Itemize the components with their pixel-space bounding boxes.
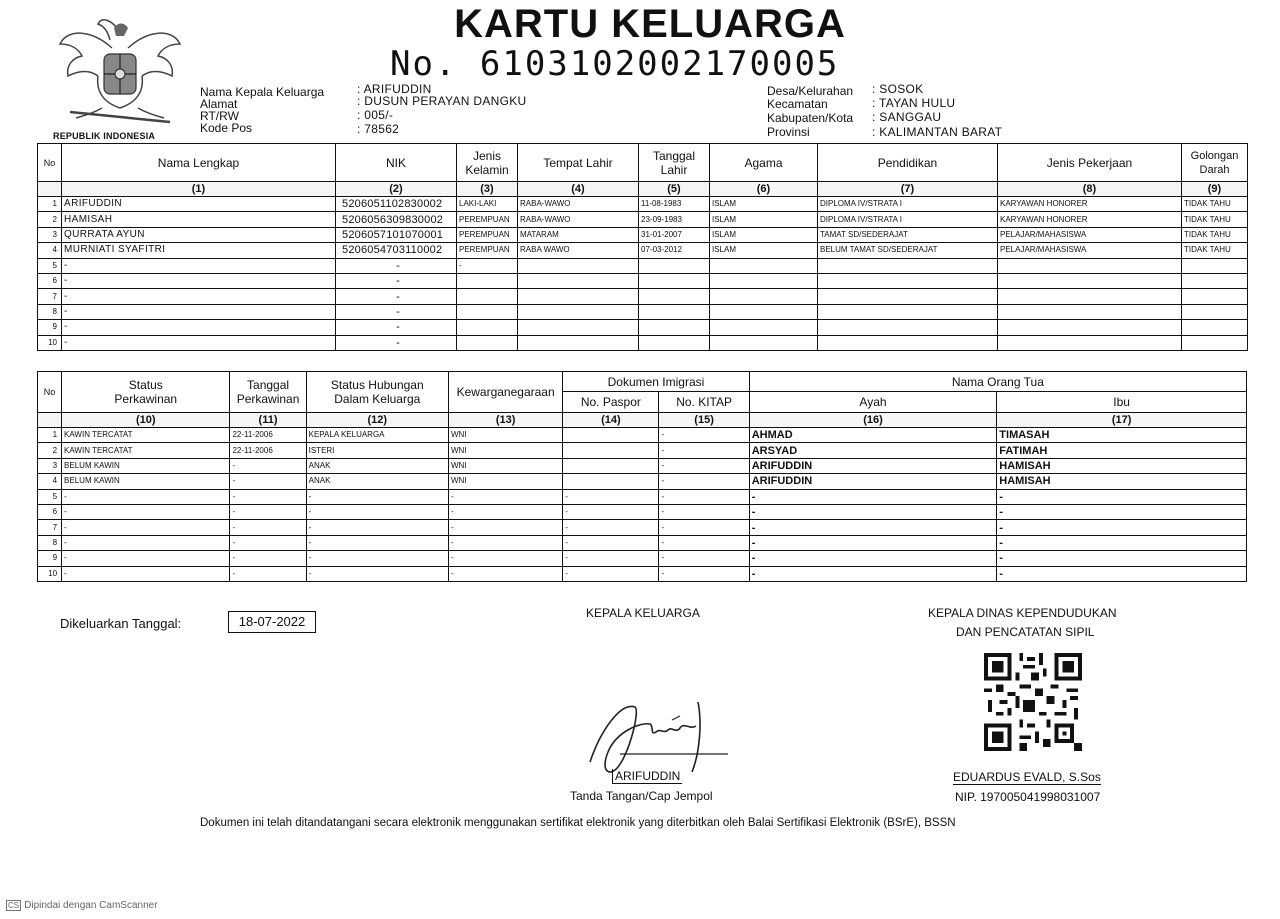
cell-no: 9 xyxy=(38,320,62,335)
cell-status-perkawinan: - xyxy=(62,535,230,550)
header-ayah: Ayah xyxy=(749,392,997,413)
cell-status-perkawinan: - xyxy=(62,566,230,581)
cell-pendidikan xyxy=(818,304,998,319)
cell-agama: ISLAM xyxy=(710,243,818,258)
cell-no-paspor: - xyxy=(563,566,659,581)
cell-no-kitap: - xyxy=(659,428,749,443)
cell-nama: - xyxy=(62,273,336,288)
cell-golongan-darah xyxy=(1182,304,1248,319)
cell-jenis-kelamin: PEREMPUAN xyxy=(457,212,518,227)
cell-pekerjaan: PELAJAR/MAHASISWA xyxy=(998,243,1182,258)
cell-tempat-lahir: RABA-WAWO xyxy=(518,212,639,227)
cell-status-hubungan: - xyxy=(306,551,448,566)
cell-tanggal-perkawinan: 22-11-2006 xyxy=(230,428,306,443)
cell-ayah: ARIFUDDIN xyxy=(749,474,997,489)
cell-status-hubungan: KEPALA KELUARGA xyxy=(306,428,448,443)
cell-ibu: HAMISAH xyxy=(997,458,1247,473)
cell-nik: 5206051102830002 xyxy=(336,197,457,212)
header-nama-lengkap: Nama Lengkap xyxy=(62,144,336,182)
colnum-2: (2) xyxy=(336,182,457,197)
table-row xyxy=(38,428,1247,443)
cell-no-kitap: - xyxy=(659,489,749,504)
cell-no: 10 xyxy=(38,566,62,581)
cell-no-paspor xyxy=(563,443,659,458)
cell-pekerjaan xyxy=(998,335,1182,350)
cell-nik: 5206054703110002 xyxy=(336,243,457,258)
cell-ibu: - xyxy=(997,489,1247,504)
kepala-keluarga-label: KEPALA KELUARGA xyxy=(586,606,700,620)
cell-no: 2 xyxy=(38,212,62,227)
cell-tanggal-lahir xyxy=(639,304,710,319)
colnum2-0 xyxy=(38,413,62,428)
label-kabupaten-kota: Kabupaten/Kota xyxy=(767,111,854,125)
official-title-line2: DAN PENCATATAN SIPIL xyxy=(956,625,1095,639)
cell-ayah: - xyxy=(749,535,997,550)
cell-no: 8 xyxy=(38,304,62,319)
cell-tempat-lahir xyxy=(518,258,639,273)
cell-agama xyxy=(710,289,818,304)
table-row xyxy=(38,197,1248,212)
cell-ayah: ARIFUDDIN xyxy=(749,458,997,473)
header-jenis-kelamin: Jenis Kelamin xyxy=(457,144,518,182)
cell-tanggal-lahir xyxy=(639,273,710,288)
cell-tempat-lahir: RABA WAWO xyxy=(518,243,639,258)
document-title: KARTU KELUARGA xyxy=(454,2,846,46)
cell-no: 7 xyxy=(38,289,62,304)
cell-tempat-lahir: MATARAM xyxy=(518,227,639,242)
cell-tanggal-perkawinan: - xyxy=(230,489,306,504)
cell-ibu: - xyxy=(997,504,1247,519)
label-provinsi: Provinsi xyxy=(767,125,810,139)
colnum2-5: (14) xyxy=(563,413,659,428)
cell-no-kitap: - xyxy=(659,443,749,458)
cell-jenis-kelamin xyxy=(457,335,518,350)
cell-tempat-lahir xyxy=(518,304,639,319)
cell-tanggal-perkawinan: - xyxy=(230,474,306,489)
cell-agama: ISLAM xyxy=(710,197,818,212)
cell-kewarganegaraan: - xyxy=(448,504,562,519)
cell-no-paspor xyxy=(563,458,659,473)
label-alamat: Alamat xyxy=(200,97,238,111)
cell-status-perkawinan: KAWIN TERCATAT xyxy=(62,443,230,458)
cell-no: 4 xyxy=(38,243,62,258)
cell-ibu: HAMISAH xyxy=(997,474,1247,489)
cell-no-kitap: - xyxy=(659,474,749,489)
cell-no: 3 xyxy=(38,227,62,242)
header-no: No xyxy=(38,144,62,182)
header-agama: Agama xyxy=(710,144,818,182)
cell-no: 4 xyxy=(38,474,62,489)
value-alamat: : DUSUN PERAYAN DANGKU xyxy=(357,94,527,108)
cell-ibu: - xyxy=(997,551,1247,566)
cell-status-hubungan: - xyxy=(306,489,448,504)
label-nama-kepala-keluarga: Nama Kepala Keluarga xyxy=(200,85,325,99)
cell-no-kitap: - xyxy=(659,535,749,550)
cell-no-paspor: - xyxy=(563,520,659,535)
colnum2-6: (15) xyxy=(659,413,749,428)
cell-pendidikan xyxy=(818,320,998,335)
signature-caption: Tanda Tangan/Cap Jempol xyxy=(570,789,713,803)
header-pendidikan: Pendidikan xyxy=(818,144,998,182)
cell-tempat-lahir: RABA-WAWO xyxy=(518,197,639,212)
cell-jenis-kelamin: PEREMPUAN xyxy=(457,243,518,258)
cell-tanggal-perkawinan: - xyxy=(230,535,306,550)
cell-status-perkawinan: - xyxy=(62,504,230,519)
cell-agama xyxy=(710,335,818,350)
cell-nik: - xyxy=(336,273,457,288)
cell-agama xyxy=(710,304,818,319)
table-row xyxy=(38,243,1248,258)
cell-nama: QURRATA AYUN xyxy=(62,227,336,242)
cell-status-perkawinan: KAWIN TERCATAT xyxy=(62,428,230,443)
cell-status-perkawinan: - xyxy=(62,489,230,504)
value-kode-pos: : 78562 xyxy=(357,122,400,136)
cell-golongan-darah xyxy=(1182,335,1248,350)
cell-kewarganegaraan: - xyxy=(448,551,562,566)
cell-golongan-darah: TIDAK TAHU xyxy=(1182,243,1248,258)
cell-no: 7 xyxy=(38,520,62,535)
cell-tanggal-lahir xyxy=(639,320,710,335)
cell-no: 3 xyxy=(38,458,62,473)
cell-tanggal-lahir: 07-03-2012 xyxy=(639,243,710,258)
header-status-hubungan: Status Hubungan Dalam Keluarga xyxy=(306,372,448,413)
colnum-1: (1) xyxy=(62,182,336,197)
value-nama-kepala-keluarga: : ARIFUDDIN xyxy=(357,82,432,96)
table-row xyxy=(38,551,1247,566)
cell-tanggal-perkawinan: - xyxy=(230,566,306,581)
header-tempat-lahir: Tempat Lahir xyxy=(518,144,639,182)
table-row xyxy=(38,504,1247,519)
cell-no-kitap: - xyxy=(659,458,749,473)
cell-jenis-kelamin: PEREMPUAN xyxy=(457,227,518,242)
cell-nama: - xyxy=(62,335,336,350)
cell-nama: - xyxy=(62,304,336,319)
family-members-table xyxy=(37,143,1248,351)
cell-pendidikan: DIPLOMA IV/STRATA I xyxy=(818,212,998,227)
cell-jenis-kelamin: - xyxy=(457,258,518,273)
cell-ibu: FATIMAH xyxy=(997,443,1247,458)
header-kewarganegaraan: Kewarganegaraan xyxy=(448,372,562,413)
cell-nik: 5206056309830002 xyxy=(336,212,457,227)
cell-nama: ARIFUDDIN xyxy=(62,197,336,212)
cell-ayah: - xyxy=(749,566,997,581)
cell-kewarganegaraan: WNI xyxy=(448,428,562,443)
cell-ayah: - xyxy=(749,489,997,504)
cell-kewarganegaraan: - xyxy=(448,566,562,581)
cell-kewarganegaraan: - xyxy=(448,520,562,535)
cell-status-perkawinan: - xyxy=(62,551,230,566)
cell-ibu: TIMASAH xyxy=(997,428,1247,443)
cell-no: 9 xyxy=(38,551,62,566)
cell-no-paspor: - xyxy=(563,504,659,519)
table-row xyxy=(38,320,1248,335)
table-row xyxy=(38,304,1248,319)
cell-kewarganegaraan: - xyxy=(448,535,562,550)
cell-jenis-kelamin xyxy=(457,320,518,335)
cell-no: 1 xyxy=(38,197,62,212)
colnum-8: (8) xyxy=(998,182,1182,197)
colnum-4: (4) xyxy=(518,182,639,197)
cell-pendidikan xyxy=(818,289,998,304)
cell-agama xyxy=(710,258,818,273)
label-rt-rw: RT/RW xyxy=(200,109,239,123)
cell-pekerjaan: KARYAWAN HONORER xyxy=(998,197,1182,212)
header-no-paspor: No. Paspor xyxy=(563,392,659,413)
colnum2-2: (11) xyxy=(230,413,306,428)
cell-pekerjaan xyxy=(998,320,1182,335)
cell-status-hubungan: - xyxy=(306,520,448,535)
colnum2-4: (13) xyxy=(448,413,562,428)
cell-no-paspor xyxy=(563,428,659,443)
cell-pekerjaan: PELAJAR/MAHASISWA xyxy=(998,227,1182,242)
cell-agama: ISLAM xyxy=(710,227,818,242)
cell-tanggal-perkawinan: - xyxy=(230,551,306,566)
cell-golongan-darah xyxy=(1182,273,1248,288)
value-kabupaten-kota: : SANGGAU xyxy=(872,110,942,124)
cell-tanggal-perkawinan: - xyxy=(230,520,306,535)
issued-date: 18-07-2022 xyxy=(228,611,316,633)
header-jenis-pekerjaan: Jenis Pekerjaan xyxy=(998,144,1182,182)
scanner-watermark xyxy=(6,900,158,911)
cell-kewarganegaraan: - xyxy=(448,489,562,504)
value-rt-rw: : 005/- xyxy=(357,108,394,122)
cell-tempat-lahir xyxy=(518,289,639,304)
cell-nik: - xyxy=(336,304,457,319)
cell-jenis-kelamin xyxy=(457,289,518,304)
table-row xyxy=(38,443,1247,458)
cell-nik: 5206057101070001 xyxy=(336,227,457,242)
cell-pekerjaan: KARYAWAN HONORER xyxy=(998,212,1182,227)
cell-ayah: - xyxy=(749,504,997,519)
colnum2-7: (16) xyxy=(749,413,997,428)
header-nik: NIK xyxy=(336,144,457,182)
cell-ayah: - xyxy=(749,520,997,535)
cell-status-perkawinan: - xyxy=(62,520,230,535)
cell-pendidikan: TAMAT SD/SEDERAJAT xyxy=(818,227,998,242)
cell-golongan-darah xyxy=(1182,320,1248,335)
cell-kewarganegaraan: WNI xyxy=(448,458,562,473)
cell-status-hubungan: - xyxy=(306,535,448,550)
cell-pekerjaan xyxy=(998,273,1182,288)
official-title-line1: KEPALA DINAS KEPENDUDUKAN xyxy=(928,606,1117,620)
cell-pekerjaan xyxy=(998,289,1182,304)
cell-pendidikan xyxy=(818,273,998,288)
table-row xyxy=(38,489,1247,504)
cell-no-paspor: - xyxy=(563,535,659,550)
cell-kewarganegaraan: WNI xyxy=(448,443,562,458)
colnum2-3: (12) xyxy=(306,413,448,428)
colnum2-8: (17) xyxy=(997,413,1247,428)
issued-label: Dikeluarkan Tanggal: xyxy=(60,616,182,631)
table-row xyxy=(38,227,1248,242)
cell-no-kitap: - xyxy=(659,504,749,519)
cell-nama: MURNIATI SYAFITRI xyxy=(62,243,336,258)
cell-pendidikan: DIPLOMA IV/STRATA I xyxy=(818,197,998,212)
table-row xyxy=(38,535,1247,550)
cell-nama: - xyxy=(62,258,336,273)
cell-agama xyxy=(710,320,818,335)
cell-no-kitap: - xyxy=(659,551,749,566)
cell-status-hubungan: ANAK xyxy=(306,458,448,473)
colnum-9: (9) xyxy=(1182,182,1248,197)
cell-tanggal-lahir: 11-08-1983 xyxy=(639,197,710,212)
cell-no-kitap: - xyxy=(659,566,749,581)
cell-agama xyxy=(710,273,818,288)
cell-golongan-darah xyxy=(1182,258,1248,273)
cell-ayah: ARSYAD xyxy=(749,443,997,458)
header-tanggal-lahir: Tanggal Lahir xyxy=(639,144,710,182)
cell-nama: - xyxy=(62,320,336,335)
table-row xyxy=(38,566,1247,581)
table-row xyxy=(38,458,1247,473)
header-dokumen-imigrasi: Dokumen Imigrasi xyxy=(563,372,749,392)
cell-jenis-kelamin xyxy=(457,273,518,288)
cell-no: 10 xyxy=(38,335,62,350)
emblem-caption: REPUBLIK INDONESIA xyxy=(53,131,156,141)
cell-tanggal-lahir: 23-09-1983 xyxy=(639,212,710,227)
cell-status-perkawinan: BELUM KAWIN xyxy=(62,474,230,489)
cell-pendidikan xyxy=(818,335,998,350)
cell-nama: - xyxy=(62,289,336,304)
label-kecamatan: Kecamatan xyxy=(767,97,828,111)
cell-golongan-darah xyxy=(1182,289,1248,304)
cell-golongan-darah: TIDAK TAHU xyxy=(1182,212,1248,227)
cell-status-perkawinan: BELUM KAWIN xyxy=(62,458,230,473)
cell-ibu: - xyxy=(997,520,1247,535)
camscanner-logo-icon: CS xyxy=(8,901,20,910)
value-provinsi: : KALIMANTAN BARAT xyxy=(872,125,1003,139)
header-status-perkawinan: Status Perkawinan xyxy=(62,372,230,413)
document-number: No. 6103102002170005 xyxy=(390,44,840,84)
cell-nik: - xyxy=(336,258,457,273)
cell-status-hubungan: ISTERI xyxy=(306,443,448,458)
cell-tanggal-lahir: 31-01-2007 xyxy=(639,227,710,242)
cell-no: 5 xyxy=(38,489,62,504)
header-golongan-darah: Golongan Darah xyxy=(1182,144,1248,182)
qr-code-icon xyxy=(984,653,1082,751)
table-row xyxy=(38,474,1247,489)
table-row xyxy=(38,273,1248,288)
cell-tanggal-lahir xyxy=(639,335,710,350)
label-desa-kelurahan: Desa/Kelurahan xyxy=(767,84,854,98)
family-status-table xyxy=(37,371,1247,582)
cell-tanggal-lahir xyxy=(639,289,710,304)
cell-no: 2 xyxy=(38,443,62,458)
cell-no-paspor: - xyxy=(563,489,659,504)
value-kecamatan: : TAYAN HULU xyxy=(872,96,956,110)
cell-ayah: - xyxy=(749,551,997,566)
official-nip: NIP. 197005041998031007 xyxy=(955,790,1101,804)
cell-no: 1 xyxy=(38,428,62,443)
table-row xyxy=(38,520,1247,535)
cell-nik: - xyxy=(336,335,457,350)
header-no-2: No xyxy=(38,372,62,413)
cell-no: 5 xyxy=(38,258,62,273)
cell-tempat-lahir xyxy=(518,335,639,350)
cell-ibu: - xyxy=(997,535,1247,550)
header-nama-orang-tua: Nama Orang Tua xyxy=(749,372,1246,392)
signer-name: ARIFUDDIN xyxy=(612,769,682,784)
cell-pekerjaan xyxy=(998,258,1182,273)
label-kode-pos: Kode Pos xyxy=(200,121,253,135)
cell-tanggal-lahir xyxy=(639,258,710,273)
cell-status-hubungan: - xyxy=(306,566,448,581)
cell-no-kitap: - xyxy=(659,520,749,535)
cell-agama: ISLAM xyxy=(710,212,818,227)
colnum-0 xyxy=(38,182,62,197)
header-no-kitap: No. KITAP xyxy=(659,392,749,413)
cell-no: 6 xyxy=(38,273,62,288)
cell-no-paspor: - xyxy=(563,551,659,566)
electronic-signature-disclaimer: Dokumen ini telah ditandatangani secara elektronik menggunakan sertifikat elektronik yang diterbitkan oleh Balai Sertifikasi Elektronik (BSrE), BSSN xyxy=(200,817,956,829)
cell-status-hubungan: ANAK xyxy=(306,474,448,489)
colnum-5: (5) xyxy=(639,182,710,197)
cell-nama: HAMISAH xyxy=(62,212,336,227)
cell-jenis-kelamin xyxy=(457,304,518,319)
scanner-note: Dipindai dengan CamScanner xyxy=(24,900,158,911)
cell-status-hubungan: - xyxy=(306,504,448,519)
cell-ibu: - xyxy=(997,566,1247,581)
table-row xyxy=(38,258,1248,273)
cell-nik: - xyxy=(336,320,457,335)
cell-no-paspor xyxy=(563,474,659,489)
cell-tanggal-perkawinan: 22-11-2006 xyxy=(230,443,306,458)
cell-pekerjaan xyxy=(998,304,1182,319)
table-row xyxy=(38,289,1248,304)
header-ibu: Ibu xyxy=(997,392,1247,413)
value-desa-kelurahan: : SOSOK xyxy=(872,82,924,96)
colnum2-1: (10) xyxy=(62,413,230,428)
colnum-6: (6) xyxy=(710,182,818,197)
cell-tempat-lahir xyxy=(518,273,639,288)
table-row xyxy=(38,335,1248,350)
colnum-7: (7) xyxy=(818,182,998,197)
cell-tempat-lahir xyxy=(518,320,639,335)
cell-pendidikan: BELUM TAMAT SD/SEDERAJAT xyxy=(818,243,998,258)
cell-kewarganegaraan: WNI xyxy=(448,474,562,489)
header-tanggal-perkawinan: Tanggal Perkawinan xyxy=(230,372,306,413)
cell-pendidikan xyxy=(818,258,998,273)
cell-jenis-kelamin: LAKI-LAKI xyxy=(457,197,518,212)
cell-golongan-darah: TIDAK TAHU xyxy=(1182,197,1248,212)
official-name: EDUARDUS EVALD, S.Sos xyxy=(953,770,1101,784)
colnum-3: (3) xyxy=(457,182,518,197)
cell-golongan-darah: TIDAK TAHU xyxy=(1182,227,1248,242)
cell-no: 8 xyxy=(38,535,62,550)
cell-no: 6 xyxy=(38,504,62,519)
cell-tanggal-perkawinan: - xyxy=(230,458,306,473)
cell-tanggal-perkawinan: - xyxy=(230,504,306,519)
cell-ayah: AHMAD xyxy=(749,428,997,443)
table-row xyxy=(38,212,1248,227)
cell-nik: - xyxy=(336,289,457,304)
